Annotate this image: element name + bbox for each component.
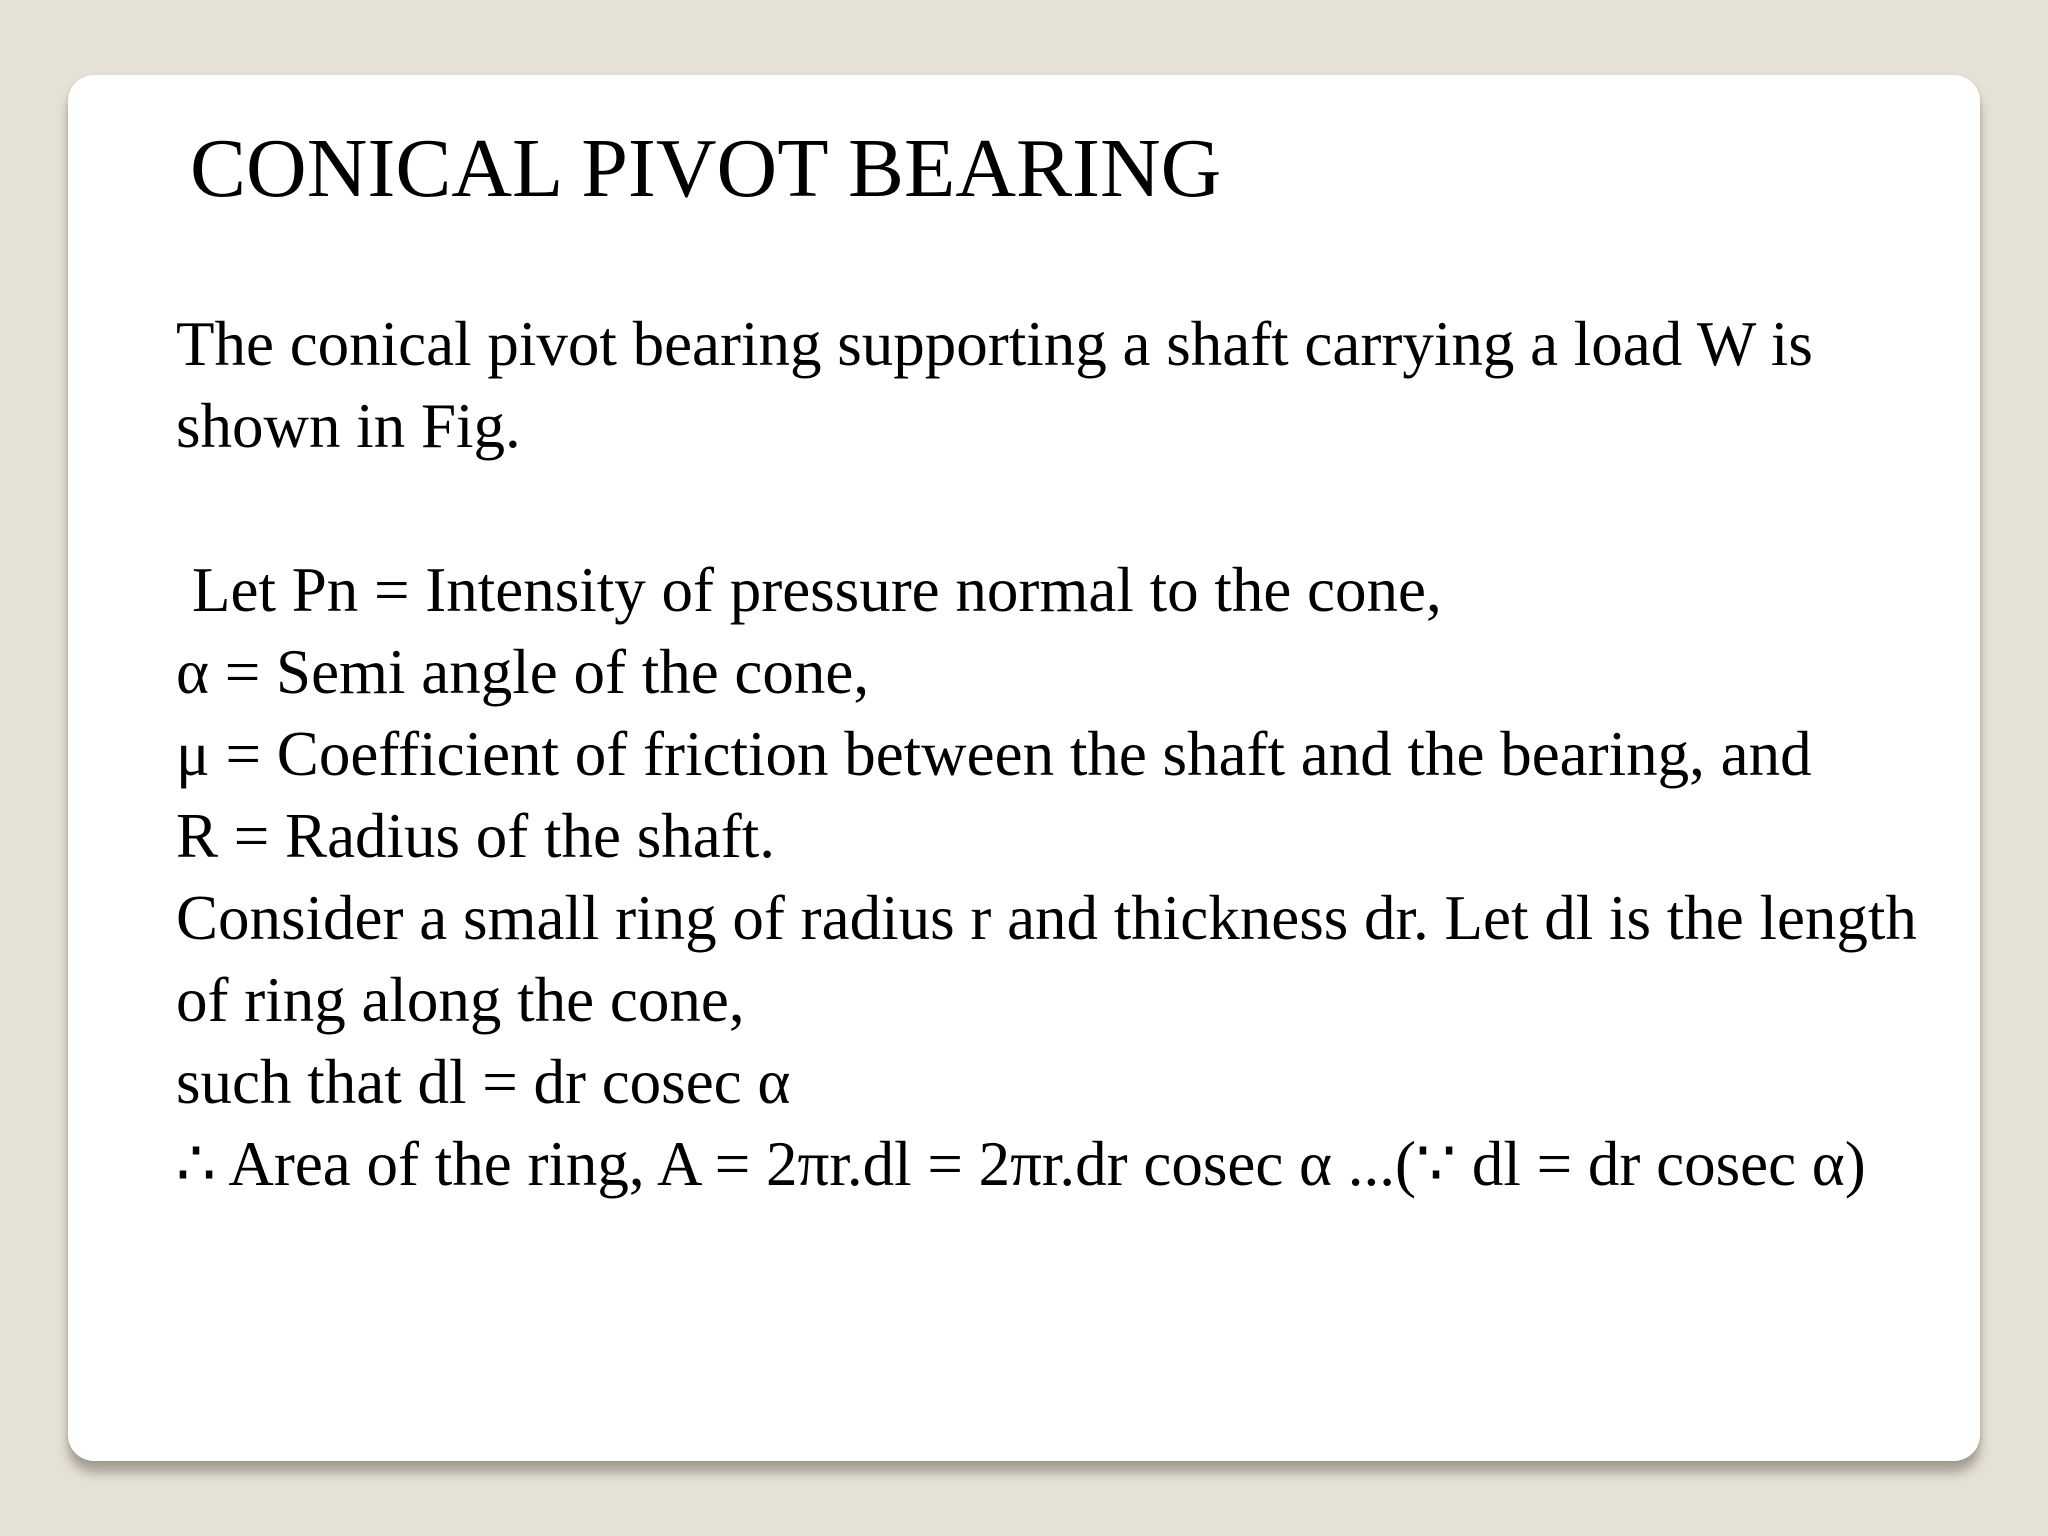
- definition-semi-angle: α = Semi angle of the cone,: [176, 637, 870, 707]
- ring-area-equation: ∴ Area of the ring, A = 2πr.dl = 2πr.dr cosec α ...(∵ dl = dr cosec α): [176, 1129, 1866, 1199]
- definition-radius: R = Radius of the shaft.: [176, 801, 775, 871]
- slide-body: [176, 303, 1936, 1205]
- slide-title: CONICAL PIVOT BEARING: [190, 122, 1222, 215]
- such-that-line: such that dl = dr cosec α: [176, 1047, 791, 1117]
- consider-ring-paragraph: Consider a small ring of radius r and thickness dr. Let dl is the length of ring along the cone,: [176, 883, 1917, 1035]
- slide-card: [68, 75, 1980, 1461]
- paragraph-spacer: [176, 467, 1936, 549]
- intro-paragraph: The conical pivot bearing supporting a shaft carrying a load W is shown in Fig.: [176, 309, 1813, 461]
- definition-pressure: Let Pn = Intensity of pressure normal to the cone,: [192, 555, 1442, 625]
- definition-friction: μ = Coefficient of friction between the shaft and the bearing, and: [176, 719, 1812, 789]
